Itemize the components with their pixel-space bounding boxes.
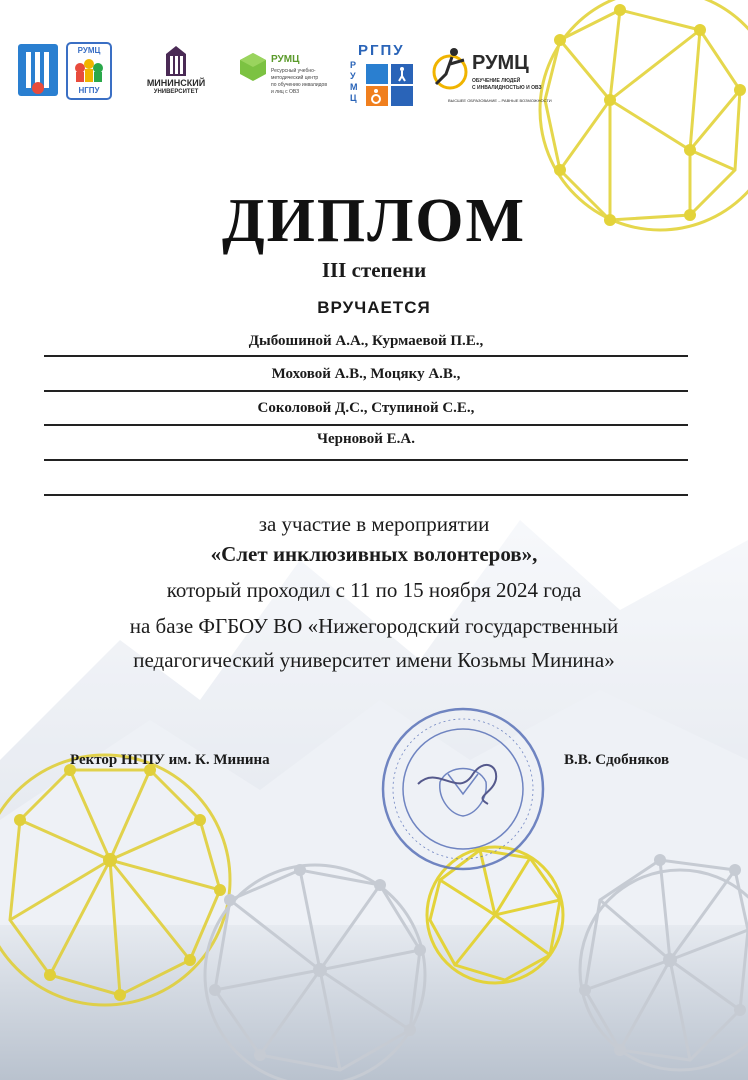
logo-minin-line1: МИНИНСКИЙ: [146, 78, 206, 88]
logo-rumc-obz-line1: ОБУЧЕНИЕ ЛЮДЕЙ: [472, 78, 521, 84]
recipient-line: Моховой А.В., Моцяку А.В.,: [271, 366, 461, 382]
underline-rule: [44, 494, 688, 496]
recipient-line: Соколовой Д.С., Ступиной С.Е.,: [257, 400, 475, 416]
logo-rgpu-letters: РГПУ: [358, 42, 405, 59]
signer-name: В.В. Сдобняков: [564, 752, 670, 768]
figure-emblem-icon: [428, 44, 472, 104]
logo-rumc-resource-title: РУМЦ: [271, 54, 300, 65]
logo-rumc-resource-line3: по обучению инвалидов: [271, 82, 327, 88]
logo-rumc-ngpu-bottom: НГПУ: [78, 86, 100, 95]
logo-rumc-resource-center: [238, 48, 338, 98]
underline-rule: [44, 355, 688, 357]
logo-rgpu-vertical: РУМЦ: [350, 60, 358, 103]
logo-rgpu: [350, 42, 420, 106]
event-name: «Слет инклюзивных волонтеров»,: [210, 542, 538, 566]
signer-title: Ректор НГПУ им. К. Минина: [70, 752, 270, 768]
underline-rule: [44, 390, 688, 392]
accessibility-icon-grid: [364, 62, 416, 106]
wheelchair-icon: [368, 88, 386, 104]
logo-blue-emblem: [18, 44, 58, 96]
awarded-label: ВРУЧАЕТСЯ: [317, 298, 431, 317]
logo-rumc-obz-line2: С ИНВАЛИДНОСТЬЮ И ОВЗ: [472, 85, 542, 91]
logo-rumc-obz: [428, 38, 554, 108]
logo-minin-line2: УНИВЕРСИТЕТ: [153, 89, 199, 95]
recipient-line: Черновой Е.А.: [316, 431, 415, 447]
recipient-line: Дыбошиной А.А., Курмаевой П.Е.,: [248, 333, 484, 349]
official-stamp: [378, 704, 548, 874]
participation-text: за участие в мероприятии: [258, 512, 490, 536]
logo-rumc-resource-line1: Ресурсный учебно-: [271, 68, 316, 74]
event-venue-line2: педагогический университет имени Козьмы Минина»: [133, 648, 615, 672]
logo-rumc-obz-title: РУМЦ: [472, 52, 529, 74]
diploma-title: ДИПЛОМ: [221, 187, 527, 255]
underline-rule: [44, 424, 688, 426]
logo-rumc-obz-line3: ВЫСШЕЕ ОБРАЗОВАНИЕ – РАВНЫЕ ВОЗМОЖНОСТИ: [448, 98, 552, 103]
logo-rumc-resource-line2: методический центр: [271, 75, 319, 81]
underline-rule: [44, 459, 688, 461]
event-venue-line1: на базе ФГБОУ ВО «Нижегородский государственный: [129, 614, 619, 638]
logo-minin-university: [136, 44, 216, 100]
walking-person-icon: [393, 66, 411, 82]
bottom-band: [0, 925, 748, 1080]
event-dates: который проходил с 11 по 15 ноября 2024 года: [166, 578, 582, 602]
logo-rumc-resource-line4: и лиц с ОВЗ: [271, 89, 300, 95]
logo-rumc-ngpu-top: РУМЦ: [77, 46, 101, 55]
diploma-degree: III степени: [321, 258, 427, 282]
logo-rumc-ngpu: [66, 42, 112, 100]
